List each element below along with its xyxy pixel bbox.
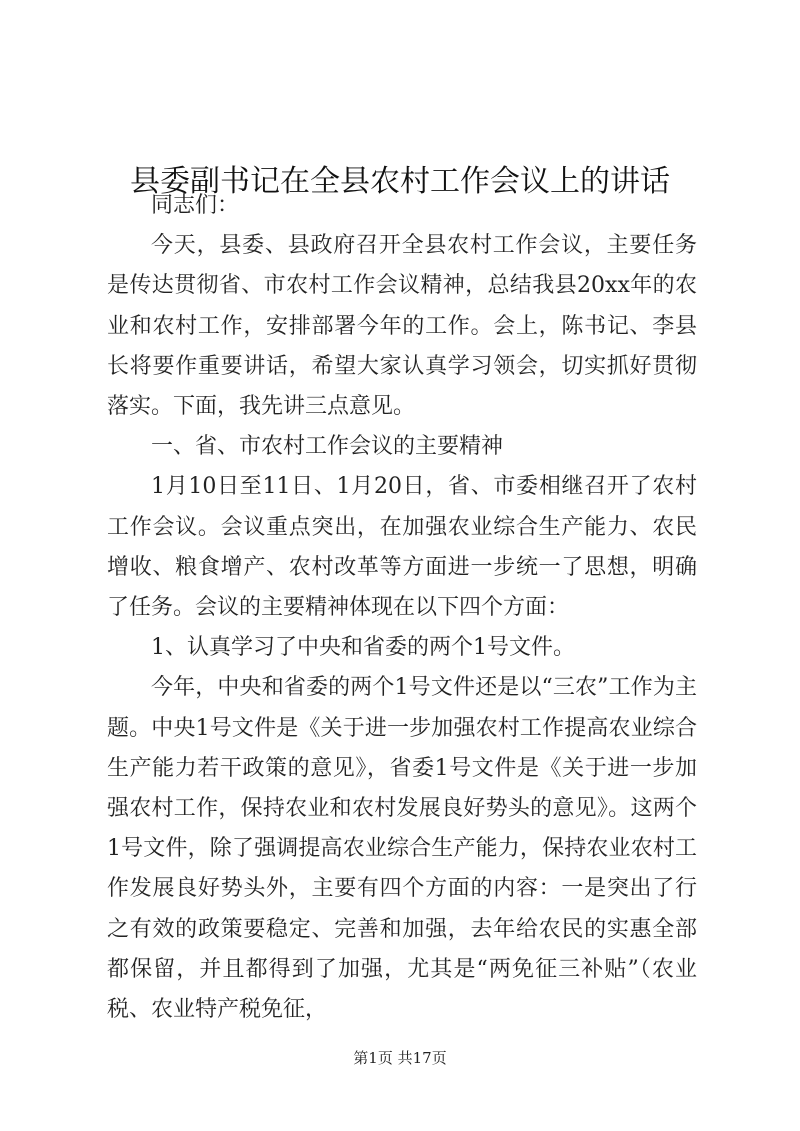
- paragraph-intro: 今天，县委、县政府召开全县农村工作会议，主要任务是传达贯彻省、市农村工作会议精神，总结我县20xx年的农业和农村工作，安排部署今年的工作。会上，陈书记、李县长将要作重要讲话，希望大家认真学习领会，切实抓好贯彻落实。下面，我先讲三点意见。: [107, 233, 697, 420]
- document-title: 县委副书记在全县农村工作会议上的讲话: [130, 164, 670, 200]
- document-body: [107, 186, 697, 1030]
- paragraph-documents: 今年，中央和省委的两个1号文件还是以“三农”工作为主题。中央1号文件是《关于进一步加强农村工作提高农业综合生产能力若干政策的意见》，省委1号文件是《关于进一步加强农村工作，保持农业和农村发展良好势头的意见》。这两个1号文件，除了强调提高农业综合生产能力，保持农业农村工作发展良好势头外，主要有四个方面的内容：一是突出了行之有效的政策要稳定、完善和加强，去年给农民的实惠全部都保留，并且都得到了加强，尤其是“两免征三补贴”（农业税、农业特产税免征，: [107, 675, 697, 1023]
- salutation: 同志们：: [151, 193, 240, 218]
- paragraph-meetings: 1月10日至11日、1月20日，省、市委相继召开了农村工作会议。会议重点突出，在加强农业综合生产能力、农民增收、粮食增产、农村改革等方面进一步统一了思想，明确了任务。会议的主要精神体现在以下四个方面：: [107, 474, 697, 621]
- section-heading-1: 一、省、市农村工作会议的主要精神: [151, 434, 504, 460]
- page-footer: 第1页 共17页: [353, 1049, 447, 1067]
- subheading-1: 1、认真学习了中央和省委的两个1号文件。: [151, 635, 575, 661]
